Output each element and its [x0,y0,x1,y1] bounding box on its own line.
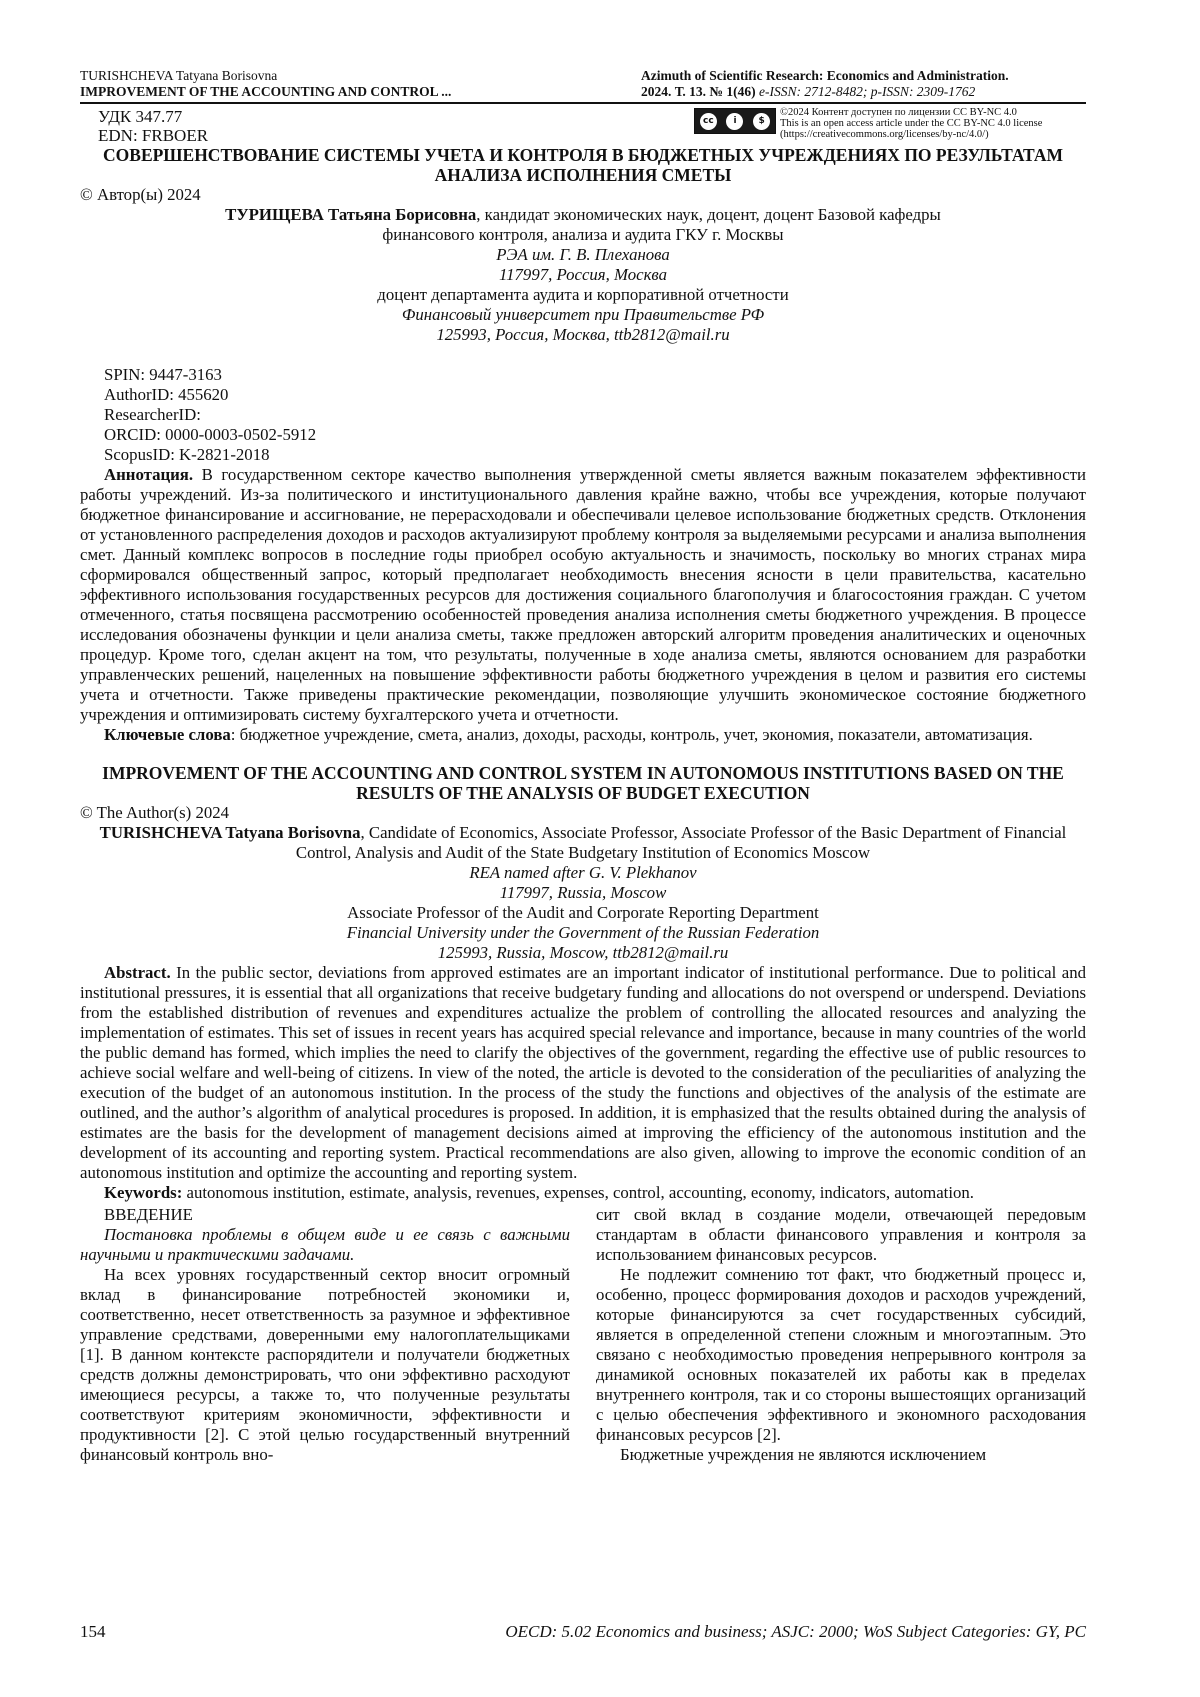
ru-author-desc-1: , кандидат экономических наук, доцент, доцент Базовой кафедры [476,205,941,224]
body-paragraph-left: На всех уровнях государственный сектор вносит огромный вклад в финансирование потребностей экономики и, соответственно, несет ответственность за разумное и эффективное управление средствами, доверенными ему налогоплательщиками [1]. В данном контексте распорядители и получатели бюджетных средств должны демонстрировать, что они эффективно расходуют имеющиеся ресурсы, а также то, что полученные результаты соответствуют критериям экономичности, эффективности и продуктивности [2]. С этой целью государственный внутренний финансовый контроль вно- [80,1265,570,1464]
ru-keywords [80,725,1086,745]
en-abstract [80,963,1086,1183]
en-affiliation-2-city: 125993, Russia, Moscow, ttb2812@mail.ru [437,943,729,962]
en-keywords-text: autonomous institution, estimate, analysis, revenues, expenses, control, accounting, economy, indicators, automation. [182,1183,974,1202]
body-columns [80,1205,1086,1465]
en-keywords-label: Keywords: [104,1183,183,1202]
id-scopusid: ScopusID: K-2821-2018 [104,445,270,464]
en-title: IMPROVEMENT OF THE ACCOUNTING AND CONTROL SYSTEM IN AUTONOMOUS INSTITUTIONS BASED ON THE RESULTS OF THE ANALYSIS OF BUDGET EXECUTION [102,763,1064,803]
ru-affiliation-1-city: 117997, Россия, Москва [499,265,667,284]
ru-copyright: © Автор(ы) 2024 [80,185,201,204]
ru-affiliation-1: РЭА им. Г. В. Плеханова [496,245,670,264]
license-block [694,107,1086,145]
ru-abstract-label: Аннотация. [104,465,194,484]
article-page [80,68,1086,1465]
ru-abstract [80,465,1086,725]
ru-affiliation-2: Финансовый университет при Правительстве РФ [401,305,765,324]
header-article-title: IMPROVEMENT OF THE ACCOUNTING AND CONTROL ... [80,84,452,99]
udk: УДК 347.77 [98,107,183,126]
header-issn: e-ISSN: 2712-8482; p-ISSN: 2309-1762 [755,84,976,99]
ru-title: СОВЕРШЕНСТВОВАНИЕ СИСТЕМЫ УЧЕТА И КОНТРОЛЯ В БЮДЖЕТНЫХ УЧРЕЖДЕНИЯХ ПО РЕЗУЛЬТАТАМ АНАЛИЗА ИСПОЛНЕНИЯ СМЕТЫ [103,145,1063,185]
header-right [641,68,1086,100]
id-researcherid: ResearcherID: [104,405,201,424]
spacer [80,745,1086,763]
ru-abstract-text: В государственном секторе качество выполнения утвержденной сметы является важным показателем эффективности работы учреждений. Из-за политического и институционального давления крайне важно, чтобы все учреждения, которые получают бюджетное финансирование и ассигнование, не перерасходовали и обеспечивали целевое использование бюджетных средств. Отклонения от установленного распределения доходов и расходов актуализируют проблему контроля за выделяемыми ресурсами и анализа выполнения смет. Данный комплекс вопросов в последние годы приобрел особую актуальность и значимость, поскольку во многих странах мира сформировался общественный запрос, который предполагает необходимость внесения ясности в цели правительства, касательно эффективного использования государственных ресурсов для достижения социального благополучия и благосостояния граждан. С учетом отмеченного, статья посвящена рассмотрению особенностей проведения анализа исполнения сметы бюджетного учреждения. В процессе исследования обозначены функции и цели анализа сметы, также предложен авторский алгоритм проведения аналитических и оценочных процедур. Кроме того, сделан акцент на том, что результаты, полученные в ходе анализа сметы, являются основанием для разработки управленческих решений, нацеленных на повышение эффективности работы бюджетного учреждения в целом и развития его системы учета и отчетности. Также приведены практические рекомендации, позволяющие улучшить экономическое состояние бюджетного учреждения и оптимизировать систему бухгалтерского учета и отчетности. [80,465,1086,724]
edn: EDN: FRBOER [98,126,209,145]
header-left [80,68,451,100]
body-left-column [80,1205,570,1465]
id-orcid: ORCID: 0000-0003-0502-5912 [104,425,317,444]
ru-position-2: доцент департамента аудита и корпоративной отчетности [377,285,789,304]
id-spin: SPIN: 9447-3163 [104,365,222,384]
ru-keywords-text: : бюджетное учреждение, смета, анализ, доходы, расходы, контроль, учет, экономия, показатели, автоматизация. [230,725,1033,744]
en-copyright: © The Author(s) 2024 [80,803,230,822]
body-right-column [596,1205,1086,1465]
section-heading: ВВЕДЕНИЕ [104,1205,193,1224]
header-issue [641,84,1086,100]
license-line-ru: ©2024 Контент доступен по лицензии CC BY-NC 4.0 [780,107,1017,118]
ru-author-desc-2: финансового контроля, анализа и аудита ГКУ г. Москвы [382,225,784,244]
body-paragraph-right-2: Не подлежит сомнению тот факт, что бюджетный процесс и, особенно, процесс формирования доходов и расходов учреждений, которые финансируются за счет государственных субсидий, является в определенной степени сложным и многоэтапным. Это связано с необходимостью проведения непрерывного контроля за динамикой основных показателей их работы как в пределах внутреннего контроля, так и со стороны вышестоящих организаций с целью обеспечения эффективного и экономного расходования финансовых ресурсов [2]. [596,1265,1086,1444]
nc-icon: $ [753,113,770,130]
page-number: 154 [80,1622,106,1641]
en-author-name: TURISHCHEVA Tatyana Borisovna [99,823,361,842]
spacer [80,345,1086,365]
header-journal: Azimuth of Scientific Research: Economics and Administration. [641,68,1009,83]
ru-keywords-label: Ключевые слова [104,725,231,744]
license-url: (https://creativecommons.org/licenses/by-nc/4.0/) [780,129,989,140]
body-paragraph-right-3: Бюджетные учреждения не являются исключением [620,1445,987,1464]
en-keywords [80,1183,1086,1203]
footer-classification: OECD: 5.02 Economics and business; ASJC: 2000; WoS Subject Categories: GY, PC [505,1622,1086,1641]
header-author: TURISHCHEVA Tatyana Borisovna [80,68,278,83]
header-rule [80,102,1086,104]
license-line-en: This is an open access article under the CC BY-NC 4.0 license [780,118,1043,129]
ru-author-line [80,205,1086,245]
cc-by-nc-icon [694,108,776,134]
ru-author-name: ТУРИЩЕВА Татьяна Борисовна [225,205,477,224]
cc-icon: cc [700,113,717,130]
en-affiliation-1-city: 117997, Russia, Moscow [499,883,667,902]
en-affiliation-2: Financial University under the Government of the Russian Federation [346,923,820,942]
by-icon: i [726,113,743,130]
en-position-2: Associate Professor of the Audit and Corporate Reporting Department [347,903,819,922]
en-affiliation-1: REA named after G. V. Plekhanov [469,863,697,882]
en-abstract-label: Abstract. [104,963,171,982]
meta-row [80,107,1086,145]
udk-block [80,107,208,145]
section-subheading: Постановка проблемы в общем виде и ее связь с важными научными и практическими задачами. [80,1225,570,1264]
en-abstract-text: In the public sector, deviations from approved estimates are an important indicator of institutional performance. Due to political and institutional pressures, it is essential that all organizations that receive budgetary funding and allocations do not overspend or underspend. Deviations from the established distribution of revenues and expenditures actualize the problem of controlling the allocated resources and analyzing the implementation of estimates. This set of issues in recent years has acquired special relevance and importance, because in many countries of the world the public demand has formed, which implies the need to clarify the objectives of the government, regarding the effective use of public resources to achieve social welfare and well-being of citizens. In view of the noted, the article is devoted to the consideration of the peculiarities of analyzing the execution of the budget of an autonomous institution. In the process of the study the functions and objectives of the analysis of the estimate are outlined, and the author’s algorithm of analytical procedures is proposed. In addition, it is emphasized that the results obtained during the analysis of estimates are the basis for the development of management decisions aimed at improving the efficiency of the autonomous institution and the development of its accounting and reporting system. Practical recommendations are also given, allowing to improve the economic condition of an autonomous institution and optimize the accounting and reporting system. [80,963,1086,1182]
en-author-line [80,823,1086,863]
running-header [80,68,1086,100]
page-footer [80,1622,1086,1642]
author-ids [80,365,1086,465]
ru-affiliation-2-city: 125993, Россия, Москва, ttb2812@mail.ru [436,325,730,344]
license-text [780,107,1042,140]
header-issue-number: 2024. Т. 13. № 1(46) [641,84,756,99]
en-author-desc: , Candidate of Economics, Associate Professor, Associate Professor of the Basic Department of Financial Control, Analysis and Audit of the State Budgetary Institution of Economics Moscow [295,823,1067,862]
id-authorid: AuthorID: 455620 [104,385,229,404]
body-paragraph-right-1: сит свой вклад в создание модели, отвечающей передовым стандартам в области финансового управления и контроля за использованием финансовых ресурсов. [596,1205,1086,1264]
